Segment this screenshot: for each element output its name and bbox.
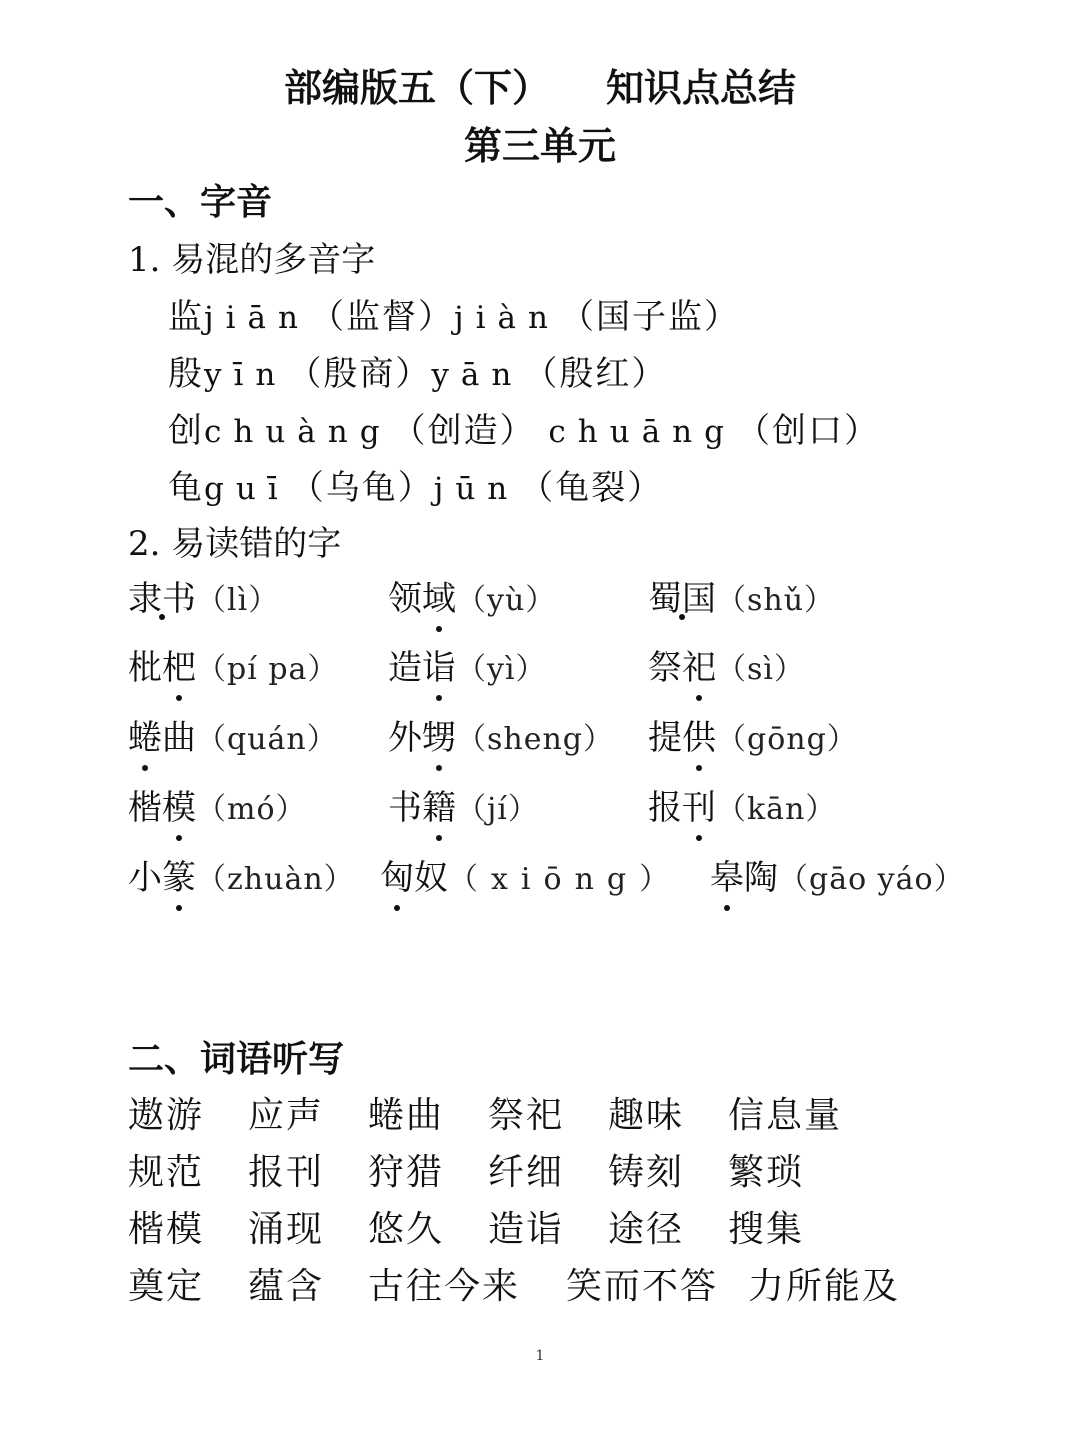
pinyin: （yù） — [456, 583, 557, 618]
unit-title: 第三单元 — [463, 124, 616, 168]
dictation-word: 笑而不答 — [566, 1266, 719, 1307]
misread-item — [648, 715, 858, 763]
pinyin: （sì） — [716, 652, 805, 687]
pinyin: jiàn — [453, 300, 560, 336]
dotted-char: 模 — [162, 785, 196, 831]
pinyin: yīn — [204, 357, 288, 393]
dictation-word: 楷模 — [128, 1209, 205, 1250]
section-heading-pronunciation: 一、字音 — [128, 182, 273, 223]
misread-item — [648, 576, 835, 624]
title-part-b: 知识点总结 — [606, 66, 797, 110]
misread-row — [0, 785, 1080, 835]
misread-row — [0, 576, 1080, 626]
dictation-word: 搜集 — [728, 1209, 805, 1250]
polyphone-char: 龟 — [168, 468, 204, 508]
subheading-misread: 2. 易读错的字 — [128, 524, 342, 564]
dictation-word: 造诣 — [488, 1209, 565, 1250]
pinyin: chuàng — [204, 414, 392, 450]
polyphone-char: 监 — [168, 297, 204, 337]
polyphone-char: 殷 — [168, 354, 204, 394]
word-char: 国 — [682, 579, 716, 619]
dictation-word: 涌现 — [248, 1209, 325, 1250]
word-char: 小 — [128, 858, 162, 898]
word-char: 枇 — [128, 648, 162, 688]
example-word: （殷商） — [287, 354, 432, 394]
dictation-word: 繁琐 — [728, 1152, 805, 1193]
polyphone-row — [168, 466, 663, 511]
pinyin: yān — [431, 357, 524, 393]
word-char: 外 — [388, 718, 422, 758]
word-char: 曲 — [162, 718, 196, 758]
pinyin: （shǔ） — [716, 583, 836, 618]
dictation-row — [0, 1207, 1080, 1255]
dictation-word: 悠久 — [368, 1209, 445, 1250]
misread-item — [380, 855, 682, 903]
dotted-char: 供 — [682, 715, 716, 761]
dotted-char: 刊 — [682, 785, 716, 831]
misread-item — [648, 785, 836, 833]
misread-item — [128, 785, 307, 833]
dotted-char: 甥 — [422, 715, 456, 761]
dictation-word: 应声 — [248, 1095, 325, 1136]
pinyin: （gōng） — [716, 722, 858, 757]
pinyin: （lì） — [196, 583, 280, 618]
dictation-word: 趣味 — [608, 1095, 685, 1136]
dotted-char: 篆 — [162, 855, 196, 901]
word-char: 奴 — [414, 858, 448, 898]
misread-item — [128, 855, 355, 903]
example-word: （龟裂） — [519, 468, 664, 508]
subheading-polyphones: 1. 易混的多音字 — [128, 240, 376, 280]
dictation-row — [0, 1264, 1080, 1312]
page-number: 1 — [535, 1348, 545, 1364]
title-part-a: 部编版五（下） — [283, 66, 550, 110]
dotted-char: 杷 — [162, 645, 196, 691]
word-char: 提 — [648, 718, 682, 758]
misread-item — [128, 645, 338, 693]
pinyin: （xiōng） — [448, 862, 683, 897]
misread-row — [0, 715, 1080, 765]
pinyin: jiān — [204, 300, 310, 336]
dotted-char: 皋 — [710, 855, 744, 901]
dotted-char: 祀 — [682, 645, 716, 691]
dictation-word: 铸刻 — [608, 1152, 685, 1193]
word-char: 书 — [388, 788, 422, 828]
word-char: 书 — [162, 579, 196, 619]
dictation-row — [0, 1150, 1080, 1198]
example-word: （监督） — [309, 297, 454, 337]
dotted-char: 域 — [422, 576, 456, 622]
word-char: 祭 — [648, 648, 682, 688]
dictation-word: 力所能及 — [748, 1266, 901, 1307]
word-char: 楷 — [128, 788, 162, 828]
word-char: 造 — [388, 648, 422, 688]
word-char: 陶 — [744, 858, 778, 898]
dictation-word: 纤细 — [488, 1152, 565, 1193]
dictation-word: 规范 — [128, 1152, 205, 1193]
word-char: 蜀 — [648, 579, 682, 619]
misread-item — [128, 715, 338, 763]
pinyin: （quán） — [196, 722, 338, 757]
polyphone-char: 创 — [168, 411, 204, 451]
misread-item — [648, 645, 805, 693]
example-word: （创造） — [391, 411, 536, 451]
dictation-row — [0, 1093, 1080, 1141]
word-char: 领 — [388, 579, 422, 619]
pinyin: （jí） — [456, 792, 539, 827]
misread-row — [0, 645, 1080, 695]
misread-item — [388, 785, 539, 833]
pinyin: guī — [204, 471, 290, 507]
example-word: （国子监） — [559, 297, 740, 337]
dictation-word: 蕴含 — [248, 1266, 325, 1307]
polyphone-row — [168, 409, 880, 454]
misread-item — [388, 715, 614, 763]
polyphone-row — [168, 352, 667, 397]
dictation-word: 遨游 — [128, 1095, 205, 1136]
dictation-word: 途径 — [608, 1209, 685, 1250]
dictation-word: 狩猎 — [368, 1152, 445, 1193]
misread-row — [0, 855, 1080, 905]
dotted-char: 籍 — [422, 785, 456, 831]
pinyin: （mó） — [196, 792, 307, 827]
section-heading-dictation: 二、词语听写 — [128, 1039, 345, 1080]
document-title — [0, 64, 1080, 112]
word-char: 隶 — [128, 579, 162, 619]
dictation-word: 信息量 — [728, 1095, 843, 1136]
misread-item — [388, 576, 556, 624]
dotted-char: 匈 — [380, 855, 414, 901]
dictation-word: 古往今来 — [368, 1266, 521, 1307]
dotted-char: 蜷 — [128, 715, 162, 761]
example-word: （创口） — [736, 411, 880, 451]
pinyin: chuāng — [548, 414, 736, 450]
misread-item — [388, 645, 547, 693]
misread-item — [128, 576, 279, 624]
pinyin: （sheng） — [456, 722, 614, 757]
polyphone-row — [168, 295, 740, 340]
dictation-word: 祭祀 — [488, 1095, 565, 1136]
pinyin: （zhuàn） — [196, 862, 355, 897]
pinyin: （yì） — [456, 652, 547, 687]
dictation-word: 奠定 — [128, 1266, 205, 1307]
misread-item — [710, 855, 965, 903]
pinyin: jūn — [433, 471, 520, 507]
word-char: 报 — [648, 788, 682, 828]
example-word: （乌龟） — [289, 468, 434, 508]
dictation-word: 蜷曲 — [368, 1095, 445, 1136]
pinyin: （gāo yáo） — [778, 862, 965, 897]
example-word: （殷红） — [523, 354, 668, 394]
pinyin: （kān） — [716, 792, 837, 827]
dictation-word: 报刊 — [248, 1152, 325, 1193]
dotted-char: 诣 — [422, 645, 456, 691]
pinyin: （pí pa） — [196, 652, 339, 687]
